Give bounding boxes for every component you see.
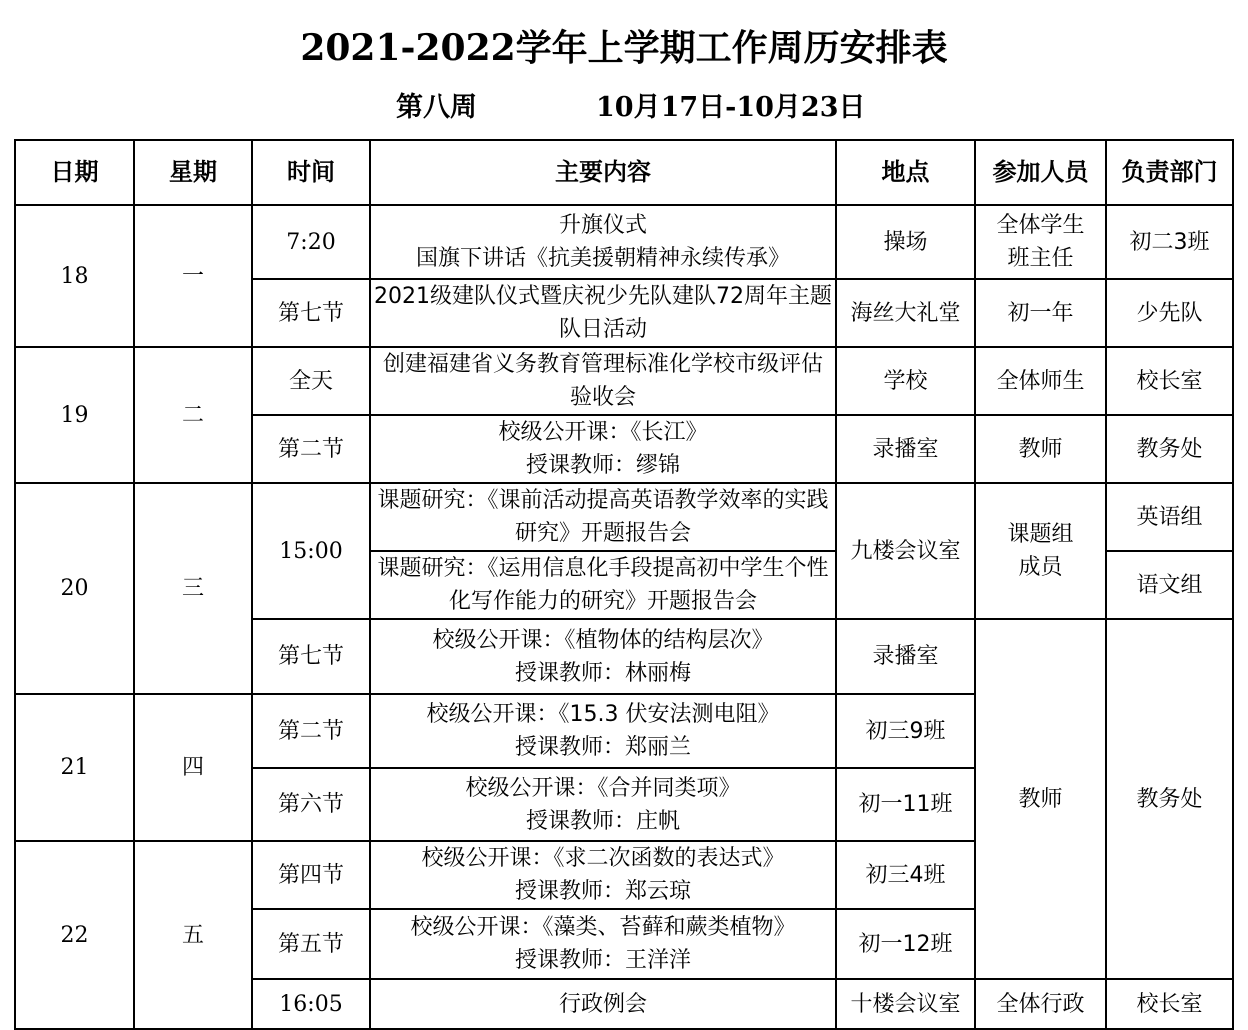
table-row bbox=[15, 205, 1233, 279]
participants-cell: 教师 bbox=[975, 619, 1106, 979]
location-cell: 学校 bbox=[836, 347, 975, 415]
department-cell: 校长室 bbox=[1106, 347, 1233, 415]
location-cell: 初一12班 bbox=[836, 909, 975, 979]
department-cell: 英语组 bbox=[1106, 483, 1233, 551]
content-cell: 创建福建省义务教育管理标准化学校市级评估验收会 bbox=[370, 347, 836, 415]
location-cell: 海丝大礼堂 bbox=[836, 279, 975, 347]
content-text: 校级公开课：《植物体的结构层次》 授课教师：林丽梅 bbox=[432, 627, 774, 686]
department-cell: 语文组 bbox=[1106, 551, 1233, 619]
department-cell: 校长室 bbox=[1106, 979, 1233, 1029]
date-cell: 21 bbox=[15, 694, 134, 841]
participants-cell: 教师 bbox=[975, 415, 1106, 483]
content-text: 校级公开课：《求二次函数的表达式》 授课教师：郑云琼 bbox=[421, 846, 785, 904]
page-title: 2021-2022学年上学期工作周历安排表 bbox=[300, 27, 948, 69]
department-cell: 教务处 bbox=[1106, 415, 1233, 483]
content-text: 校级公开课：《藻类、苔藓和蕨类植物》 授课教师：王洋洋 bbox=[410, 915, 796, 973]
date-cell: 19 bbox=[15, 347, 134, 483]
table-header-row bbox=[15, 140, 1233, 205]
time-cell: 16:05 bbox=[252, 979, 370, 1029]
table-row bbox=[15, 347, 1233, 415]
schedule-table bbox=[14, 139, 1234, 1030]
weekday-cell: 五 bbox=[134, 841, 252, 1029]
content-text: 校级公开课：《长江》 授课教师：缪锦 bbox=[498, 420, 708, 478]
content-text: 校级公开课：《合并同类项》 授课教师：庄帆 bbox=[465, 775, 741, 834]
time-cell: 第二节 bbox=[252, 415, 370, 483]
participants-cell: 全体师生 bbox=[975, 347, 1106, 415]
content-cell bbox=[370, 205, 836, 279]
participants-cell: 初一年 bbox=[975, 279, 1106, 347]
time-cell: 第六节 bbox=[252, 768, 370, 841]
time-cell: 第二节 bbox=[252, 694, 370, 768]
participants-cell bbox=[975, 205, 1106, 279]
content-text: 升旗仪式 国旗下讲话《抗美援朝精神永续传承》 bbox=[415, 213, 790, 271]
weekday-cell: 四 bbox=[134, 694, 252, 841]
content-cell bbox=[370, 619, 836, 694]
location-cell: 初一11班 bbox=[836, 768, 975, 841]
location-cell: 十楼会议室 bbox=[836, 979, 975, 1029]
content-cell bbox=[370, 841, 836, 909]
participants-cell bbox=[975, 483, 1106, 619]
content-cell: 课题研究：《课前活动提高英语教学效率的实践研究》开题报告会 bbox=[370, 483, 836, 551]
week-label: 第八周 bbox=[396, 92, 477, 123]
date-cell: 18 bbox=[15, 205, 134, 347]
header-time: 时间 bbox=[252, 140, 370, 205]
time-cell: 7:20 bbox=[252, 205, 370, 279]
weekday-cell: 三 bbox=[134, 483, 252, 694]
participants-text: 全体学生 班主任 bbox=[996, 213, 1085, 271]
time-cell: 第四节 bbox=[252, 841, 370, 909]
time-cell: 第五节 bbox=[252, 909, 370, 979]
department-cell: 初二3班 bbox=[1106, 205, 1233, 279]
department-cell: 少先队 bbox=[1106, 279, 1233, 347]
time-cell: 全天 bbox=[252, 347, 370, 415]
location-cell: 九楼会议室 bbox=[836, 483, 975, 619]
header-date: 日期 bbox=[15, 140, 134, 205]
location-cell: 录播室 bbox=[836, 619, 975, 694]
time-cell: 15:00 bbox=[252, 483, 370, 619]
content-cell bbox=[370, 909, 836, 979]
weekday-cell: 二 bbox=[134, 347, 252, 483]
location-cell: 录播室 bbox=[836, 415, 975, 483]
department-cell: 教务处 bbox=[1106, 619, 1233, 979]
content-cell bbox=[370, 415, 836, 483]
header-department: 负责部门 bbox=[1106, 140, 1233, 205]
content-cell: 课题研究：《运用信息化手段提高初中学生个性化写作能力的研究》开题报告会 bbox=[370, 551, 836, 619]
content-cell: 行政例会 bbox=[370, 979, 836, 1029]
header-participants: 参加人员 bbox=[975, 140, 1106, 205]
table-row bbox=[15, 483, 1233, 551]
header-location: 地点 bbox=[836, 140, 975, 205]
location-cell: 初三4班 bbox=[836, 841, 975, 909]
content-cell: 2021级建队仪式暨庆祝少先队建队72周年主题队日活动 bbox=[370, 279, 836, 347]
date-cell: 22 bbox=[15, 841, 134, 1029]
content-text: 校级公开课：《15.3 伏安法测电阻》 授课教师：郑丽兰 bbox=[426, 702, 780, 760]
participants-cell: 全体行政 bbox=[975, 979, 1106, 1029]
date-range: 10月17日-10月23日 bbox=[596, 92, 866, 123]
time-cell: 第七节 bbox=[252, 279, 370, 347]
location-cell: 初三9班 bbox=[836, 694, 975, 768]
weekday-cell: 一 bbox=[134, 205, 252, 347]
location-cell: 操场 bbox=[836, 205, 975, 279]
date-cell: 20 bbox=[15, 483, 134, 694]
time-cell: 第七节 bbox=[252, 619, 370, 694]
header-weekday: 星期 bbox=[134, 140, 252, 205]
participants-text: 课题组 成员 bbox=[1007, 522, 1074, 580]
content-cell bbox=[370, 694, 836, 768]
header-content: 主要内容 bbox=[370, 140, 836, 205]
content-cell bbox=[370, 768, 836, 841]
